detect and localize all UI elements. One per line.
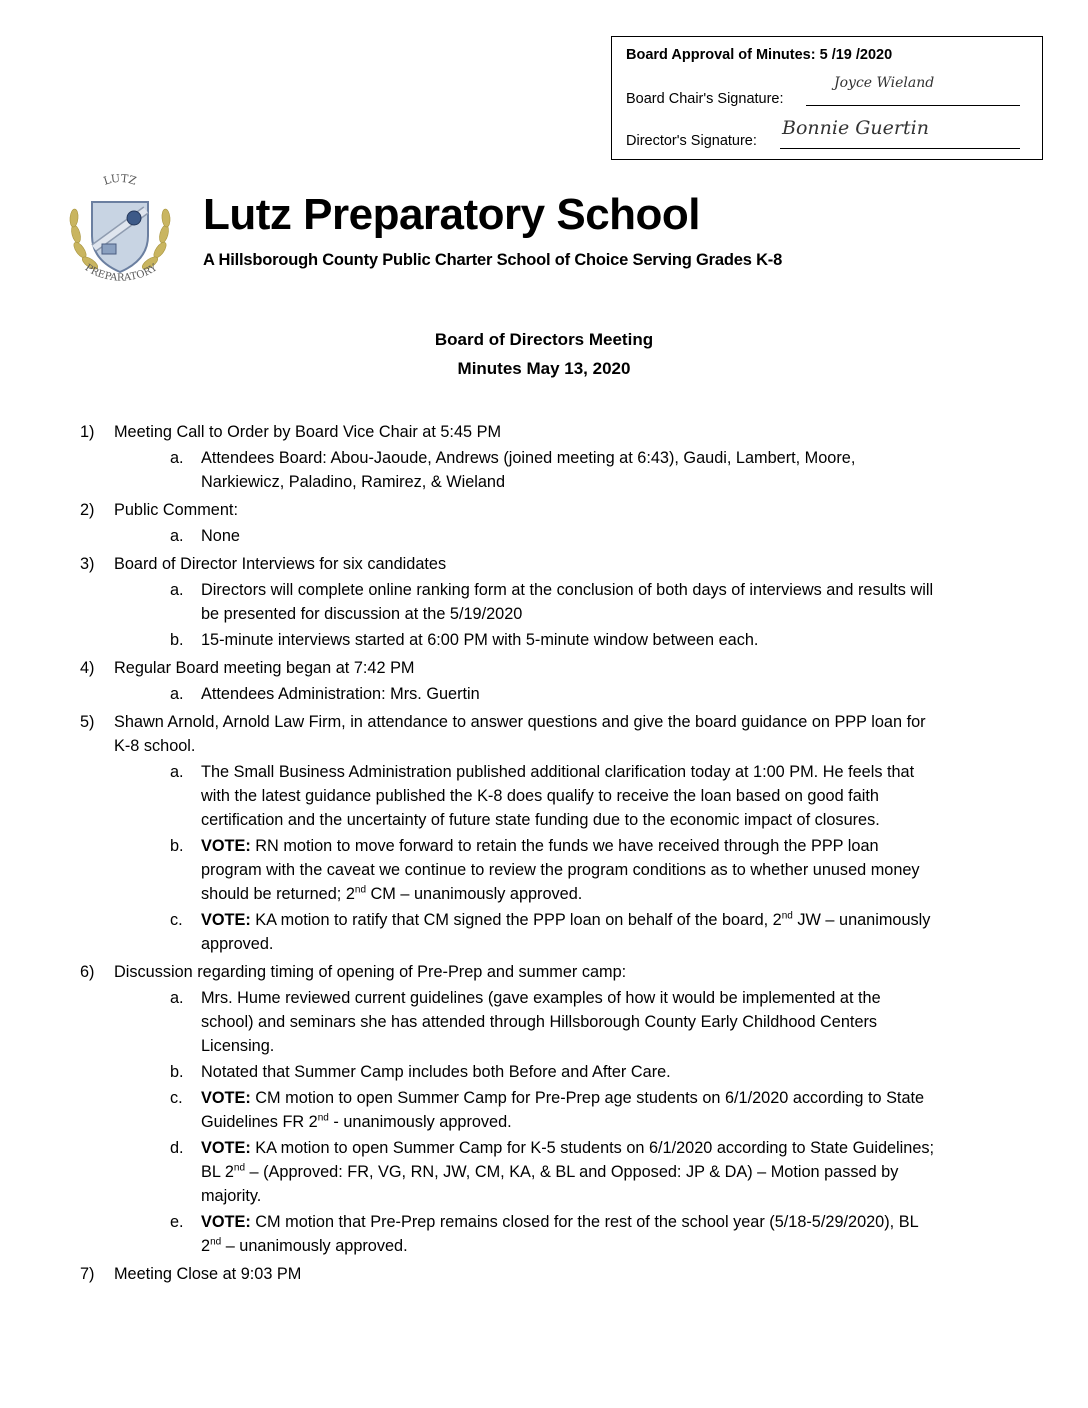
subitem-letter: b. (170, 1063, 184, 1081)
subitem-body-continued: – unanimously approved. (221, 1237, 408, 1255)
vote-label: VOTE: (201, 1213, 251, 1231)
subitem-letter: d. (170, 1139, 184, 1157)
meeting-title: Board of Directors Meeting (434, 330, 654, 349)
agenda-subitem (0, 986, 1088, 1058)
subitem-body: KA motion to ratify that CM signed the PPP loan on behalf of the board, 2 (250, 911, 782, 929)
subitem-letter: a. (170, 763, 184, 781)
ordinal-suffix: nd (233, 1162, 246, 1174)
vote-label: VOTE: (201, 1089, 251, 1107)
agenda-subitem (0, 446, 1088, 494)
agenda-subitem (0, 682, 1088, 706)
chair-signature: Joyce Wieland (834, 75, 935, 91)
agenda-item-number: 3) (80, 555, 95, 573)
seal-text-top: LUTZ (101, 174, 139, 188)
subitem-text (201, 682, 936, 706)
agenda-subitem (0, 628, 1088, 652)
subitem-letter: a. (170, 581, 184, 599)
chair-signature-label: Board Chair's Signature: (626, 91, 784, 107)
ordinal-suffix: nd (317, 1112, 329, 1124)
agenda-subitem (0, 1086, 1088, 1134)
subitem-body: The Small Business Administration published additional clarification today at 1:00 PM. He feels that with the latest guidance published the K-8 does qualify to receive the loan based on good faith certification and the uncertainty of future state funding due to the economic impact of closures. (201, 763, 915, 829)
school-name: Lutz Preparatory School (203, 190, 701, 239)
subitem-text (201, 834, 936, 906)
subitem-text (201, 578, 936, 626)
agenda-item-text: Board of Director Interviews for six candidates (114, 555, 447, 573)
agenda-item-number: 6) (80, 963, 95, 981)
subitem-letter: a. (170, 527, 184, 545)
approval-box (611, 36, 1043, 160)
vote-label: VOTE: (201, 911, 251, 929)
agenda-item (0, 656, 1088, 680)
agenda-item-number: 2) (80, 501, 95, 519)
agenda-list (0, 420, 1088, 1286)
agenda-item (0, 552, 1088, 576)
subitem-letter: a. (170, 685, 184, 703)
subitem-body-continued: – (Approved: FR, VG, RN, JW, CM, KA, & BL and Opposed: JP & DA) – Motion passed by majority. (201, 1163, 899, 1205)
subitem-body: Directors will complete online ranking form at the conclusion of both days of interviews and results will be presented for discussion at the 5/19/2020 (201, 581, 934, 623)
seal-text-bottom: PREPARATORY (82, 262, 160, 284)
subitem-letter: a. (170, 989, 184, 1007)
agenda-item-text: Shawn Arnold, Arnold Law Firm, in attendance to answer questions and give the board guidance on PPP loan for K-8 school. (114, 713, 926, 755)
agenda-item-text: Public Comment: (114, 501, 238, 519)
vote-label: VOTE: (201, 837, 251, 855)
subitem-body: Attendees Administration: Mrs. Guertin (201, 685, 480, 703)
subitem-body: KA motion to open Summer Camp for K-5 students on 6/1/2020 according to State Guidelines; BL 2 (201, 1139, 935, 1181)
ordinal-suffix: nd (781, 910, 793, 922)
subitem-text (201, 986, 936, 1058)
agenda-item-text: Meeting Call to Order by Board Vice Chair at 5:45 PM (114, 423, 502, 441)
subitem-text (201, 1086, 936, 1134)
subitem-body-continued: - unanimously approved. (328, 1113, 512, 1131)
agenda-item (0, 710, 1088, 758)
subitem-letter: b. (170, 837, 184, 855)
ordinal-suffix: nd (354, 884, 367, 896)
director-signature: Bonnie Guertin (782, 117, 929, 139)
school-seal-logo (62, 174, 178, 290)
subitem-text (201, 1060, 936, 1084)
agenda-subitem (0, 524, 1088, 548)
agenda-subitem (0, 578, 1088, 626)
director-signature-label: Director's Signature: (626, 133, 757, 149)
agenda-subitem (0, 1136, 1088, 1208)
school-tagline: A Hillsborough County Public Charter School of Choice Serving Grades K-8 (203, 251, 783, 269)
subitem-letter: b. (170, 631, 184, 649)
subitem-text (201, 908, 936, 956)
agenda-item-number: 1) (80, 423, 95, 441)
subitem-body: Notated that Summer Camp includes both Before and After Care. (201, 1063, 671, 1081)
subitem-body: Mrs. Hume reviewed current guidelines (gave examples of how it would be implemented at the school) and seminars she has attended through Hillsborough County Early Childhood Centers Licensing. (201, 989, 881, 1055)
subitem-body: 15-minute interviews started at 6:00 PM with 5-minute window between each. (201, 631, 759, 649)
subitem-body: RN motion to move forward to retain the funds we have received through the PPP loan program with the caveat we continue to review the program conditions as to whether unused money should be returned; 2 (201, 837, 920, 903)
subitem-letter: a. (170, 449, 184, 467)
subitem-letter: c. (170, 1089, 183, 1107)
agenda-item-number: 7) (80, 1265, 95, 1283)
agenda-item-text: Discussion regarding timing of opening of Pre-Prep and summer camp: (114, 963, 627, 981)
subitem-body: None (201, 527, 240, 545)
subitem-body: CM motion to open Summer Camp for Pre-Prep age students on 6/1/2020 according to State Guidelines FR 2 (201, 1089, 925, 1131)
agenda-item (0, 960, 1088, 984)
agenda-subitem (0, 1210, 1088, 1258)
agenda-item (0, 1262, 1088, 1286)
director-signature-line (780, 148, 1020, 149)
agenda-item-text: Meeting Close at 9:03 PM (114, 1265, 302, 1283)
agenda-subitem (0, 760, 1088, 832)
subitem-text (201, 1136, 936, 1208)
subitem-text (201, 1210, 936, 1258)
minutes-date: Minutes May 13, 2020 (457, 359, 631, 378)
subitem-body: Attendees Board: Abou-Jaoude, Andrews (joined meeting at 6:43), Gaudi, Lambert, Moore, Narkiewicz, Paladino, Ramirez, & Wieland (201, 449, 856, 491)
subitem-body: CM motion that Pre-Prep remains closed for the rest of the school year (5/18-5/29/2020), BL 2 (201, 1213, 919, 1255)
subitem-letter: c. (170, 911, 183, 929)
vote-label: VOTE: (201, 1139, 251, 1157)
subitem-body-continued: JW – unanimously approved. (201, 911, 931, 953)
chair-signature-line (806, 105, 1020, 106)
svg-text:LUTZ (102, 174, 138, 188)
agenda-subitem (0, 908, 1088, 956)
agenda-item-number: 4) (80, 659, 95, 677)
subitem-text (201, 524, 936, 548)
subitem-text (201, 760, 936, 832)
subitem-body-continued: CM – unanimously approved. (366, 885, 583, 903)
agenda-subitem (0, 1060, 1088, 1084)
agenda-item-text: Regular Board meeting began at 7:42 PM (114, 659, 415, 677)
agenda-subitem (0, 834, 1088, 906)
agenda-item (0, 498, 1088, 522)
subitem-letter: e. (170, 1213, 184, 1231)
approval-title: Board Approval of Minutes: 5 /19 /2020 (626, 47, 893, 63)
ordinal-suffix: nd (210, 1236, 222, 1248)
agenda-item-number: 5) (80, 713, 95, 731)
subitem-text (201, 446, 936, 494)
agenda-item (0, 420, 1088, 444)
subitem-text (201, 628, 936, 652)
